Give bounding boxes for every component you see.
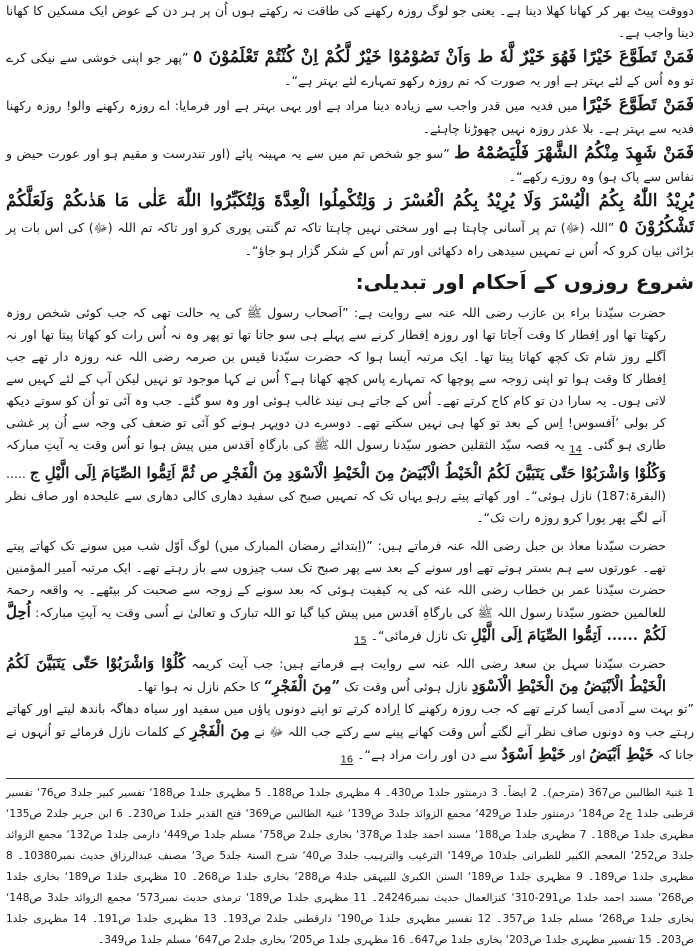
paragraph-3-mid: نازل ہوئی اُس وقت تک <box>344 679 468 694</box>
paragraph-2-text: حضرت سیّدنا معاذ بن جبل رضی اللہ عنہ فرماتے ہیں: ”(اِبتدائے رمضان المبارک میں) لوگ اَوّل شب میں سونے تک کھاتے پیتے تھے۔ عورتوں سے ہم بستر ہوتے تھے اور سونے کے بعد سے پھر صبح تک سب چیزوں سے باز رہتے تھے۔ ایک مرتبہ اَمیر المؤمنین حضرت سیّدنا عمر بن خطاب رضی اللہ عنہ کی یہ کیفیت ہوئی کہ بعد سونے کے زوجہ سے صحبت کر بیٹھے۔ یہ واقعہ رحمۃ للعالمین حضور سیّدنا رسول اللہ ﷺ کی بارگاہِ اَقدس میں پیش کیا گیا تو اللہ تبارک و تعالیٰ نے اُسی وقت یہ آیتِ مبارکہ: <box>6 537 666 620</box>
verse-4-urdu-start: ”اللہ <box>589 220 615 235</box>
verse-4-arabic: يُرِيْدُ اللّٰهُ بِكُمُ الْيُسْرَ وَلَا يُرِيْدُ بِكُمُ الْعُسْرَ ز وَلِتُكْمِلُوا الْعِدَّةَ وَلِتُكَبِّرُوا اللّٰهَ عَلٰى مَا هَدٰىكُمْ وَلَعَلَّكُمْ تَشْكُرُوْنَ ٥ <box>6 191 694 237</box>
footnotes: 1 غنیۃ الطالبین ص367 (مترجم)۔ 2 ایضاً۔ 3 درمنثور جلد1 ص430۔ 4 مظہری جلد1 ص188۔ 5 مظہری جلد1 ص188‘ تفسیر کبیر جلد3 ص76‘ تفسیر قرطبی جلد1 ج2 ص184‘ درمنثور جلد1 ص429‘ مجمع الزوائد جلد3 ص139‘ غنیۃ الطالبین ص369‘ فتح القدیر جلد1 ص230۔ 6 ابن جریر جلد2 ص135‘ مظہری جلد1 ص188۔ 7 مظہری جلد1 ص188‘ مسند احمد جلد1 ص378‘ بخاری جلد2 ص758‘ مسلم جلد1 ص449‘ دارمی جلد1 ص132‘ مجمع الزوائد جلد3 ص252‘ المعجم الکبیر للطبرانی جلد10 ص149‘ الترغیب والترہیب جلد3 ص40‘ شرح السنۃ جلد5 ص3‘ مصنف عبدالرزاق حدیث نمبر10380۔ 8 مظہری جلد1 ص189۔ 9 مظہری جلد1 ص189‘ السنن الکبریٰ للبیہقی جلد4 ص288‘ بخاری جلد1 ص268۔ 10 مظہری جلد1 ص189‘ بخاری جلد1 ص268‘ مسند احمد جلد1 ص291-310‘ کنزالعمال حدیث نمبر24246۔ 11 مظہری جلد1 ص189‘ ترمذی حدیث نمبر573‘ مجمع الزوائد جلد3 ص148‘ بخاری جلد1 ص268‘ مسلم جلد1 ص357۔ 12 تفسیر مظہری جلد1 ص190‘ دارقطنی جلد2 ص193۔ 13 مظہری جلد1 ص191۔ 14 مظہری جلد1 ص203۔ 15 تفسیر مظہری جلد1 ص203‘ بخاری جلد1 ص647۔ 16 مظہری جلد1 ص205‘ بخاری جلد2 ص647‘ مسلم جلد1 ص349۔ <box>6 786 694 946</box>
paragraph-1-text: حضرت سیّدنا براء بن عازب رضی اللہ عنہ سے روایت ہے: ”اَصحاب رسول ﷺ کی یہ حالت تھی کہ جب کوئی شخص روزہ رکھتا تھا اور اِفطار کا وقت آجاتا تھا اور روزہ اِفطار کرنے سے پہلے ہی سو جاتا تھا تو پھر وہ نہ اُس رات کو کھاتا پیتا تھا اور نہ اَگلے روز شام تک کچھ کھاتا پیتا تھا۔ ایک مرتبہ اَیسا ہوا کہ حضرت سیّدنا قیس بن صرمہ رضی اللہ عنہ روزہ دار تھے جب اِفطار کا وقت ہوا تو اپنی زوجہ سے پوچھا کہ تمہارے پاس کچھ کھانا ہے؟ اُس نے کہا موجود تو نہیں لیکن آپ کے لئے کہیں سے لاتی ہوں۔ یہ سارا دن تو کام کاج کرتے تھے۔ اُس کے جاتے ہی نیند غالب ہوئی اور وہ سو گئے۔ جب وہ آئی تو اُن کو سوتے دیکھ کر بولی ’اَفسوس! اِس کے بعد تو کھا ہی نہیں سکتے تھے۔ دوسرے دن دوپہر ہونے کو آئی تو ضعف کی وجہ سے اُن پر غشی طاری ہو گئی۔ <box>6 305 666 452</box>
intro-line: دووقت پیٹ بھر کر کھانا کھلا دینا ہے۔ یعنی جو لوگ روزہ رکھنے کی طاقت نہ رکھتے ہوں اُن پر ہر دن کے عوض ایک مسکین کا کھانا دینا واجب ہے۔ <box>6 3 694 40</box>
verse-2-urdu: میں فدیہ میں قدر واجب سے زیادہ دینا مراد ہے اور یہی بہتر ہے اور فرمایا: اے روزہ رکھنے والو! روزہ رکھنا فدیہ سے بہتر ہے۔ بلا عذر <box>6 98 694 136</box>
paragraph-4-arabic-3: خَيْطِ اَسْوَدُ <box>501 745 566 763</box>
footnote-ref-14[interactable]: 14 <box>569 444 582 456</box>
verse-1-block <box>6 44 694 92</box>
paragraph-2-arabic: اُحِلَّ لَكُمْ ...... اَتِمُّوا الصِّيَامَ اِلَى الَّيْلِ <box>6 602 666 644</box>
paragraph-3-start: حضرت سیّدنا سہل بن سعد رضی اللہ عنہ سے روایت ہے فرماتے ہیں: جب آیت کریمہ <box>191 656 666 671</box>
verse-2-arabic: فَمَنْ تَطَوَّعَ خَيْرًا <box>582 95 694 115</box>
paragraph-3-arabic: كُلُوْا وَاشْرَبُوْا حَتّٰى يَتَبَيَّنَ لَكُمُ الْخَيْطُ الْاَبْيَضُ مِنَ الْخَيْطِ الْاَسْوَدِ <box>6 654 666 695</box>
footnote-ref-16[interactable]: 16 <box>340 754 354 766</box>
verse-4-urdu-line3: کے شکر گزار ہو جاؤ“۔ <box>244 243 366 258</box>
paragraph-3-end: کا حکم نازل نہ ہوا تھا۔ <box>136 679 260 694</box>
verse-1-urdu: ”پھر جو اپنی خوشی سے نیکی کرے تو وہ اُس کے لئے بہتر ہے <box>6 50 694 88</box>
section-heading: شروع روزوں کے اَحکام اور تبدیلی: <box>355 270 694 294</box>
paragraph-1 <box>6 302 694 529</box>
paragraph-4-and: اور <box>569 747 586 762</box>
paragraph-4-end: سے دن اور رات مراد ہے“۔ <box>357 747 498 762</box>
verse-3-urdu-cont: رکھے“۔ <box>508 169 548 184</box>
paragraph-1-cont: یہ قصہ سیّد الثقلین حضور سیّدنا رسول اللہ ﷺ کی بارگاہِ اَقدس میں پیش ہوا تو اُس وقت یہ آیتِ مبارکہ <box>6 437 565 452</box>
paragraph-2 <box>6 535 694 653</box>
paragraph-4 <box>6 698 694 772</box>
footnote-divider <box>6 778 694 779</box>
footnote-ref-15[interactable]: 15 <box>353 635 367 646</box>
verse-2-block <box>6 92 694 140</box>
paragraph-2-end: تک نازل فرمائی“۔ <box>370 627 467 643</box>
paragraph-4-mid: کے کلمات نازل فرمائے تو اُنہوں نے جانا کہ <box>6 724 694 762</box>
verse-3-urdu: ”سو جو شخص تم میں سے یہ مہینہ پائے (اور تندرست و مقیم ہو اور عورت حیض و نفاس سے پاک ہو) وہ روزے <box>6 146 694 184</box>
verse-1-arabic: فَمَنْ تَطَوَّعَ خَيْرًا فَهُوَ خَيْرٌ لَّهٗ ط وَاَنْ تَصُوْمُوْا خَيْرٌ لَّكُمْ اِنْ كُنْتُمْ تَعْلَمُوْنَ ٥ <box>193 47 694 67</box>
verse-1-urdu-cont: اور یہ صورت کہ تم روزہ رکھو تمہارے لئے بہتر ہے“۔ <box>284 73 560 88</box>
verse-5-urdu: .....(البقرۃ:187) نازل ہوئی“۔ اور کھاتے پیتے رہو یہاں تک کہ تمہیں صبح کی سفید دھاری کالی دھاری سے علیحدہ اور صاف نظر آنے لگے پھر پورا کرو روزہ رات تک“۔ <box>6 465 666 525</box>
verse-2-urdu-cont: روزہ نہیں چھوڑنا چاہئے۔ <box>422 121 555 136</box>
paragraph-4-arabic-2: خَيْطِ اَبْيَضُ <box>589 745 654 763</box>
verse-4-urdu-line2: (ﷻ) تم پر آسانی چاہتا ہے اور سختی نہیں چاہتا تاکہ تم گنتی پوری کرو اور تاکہ تم اللہ (ﷻ) کی اس بات پر بڑائی بیان کرو کہ اُس نے تمہیں سیدھی راہ دکھائی اور تم اُس <box>6 220 694 258</box>
verse-3-arabic: فَمَنْ شَهِدَ مِنْكُمُ الشَّهْرَ فَلْيَصُمْهُ ط <box>454 143 694 163</box>
verse-5-arabic: وَكُلُوْا وَاشْرَبُوْا حَتّٰى يَتَبَيَّنَ لَكُمُ الْخَيْطُ الْاَبْيَضُ مِنَ الْخَيْطِ الْاَسْوَدِ مِنَ الْفَجْرِ ص ثُمَّ اَتِمُّوا الصِّيَامَ اِلَى الَّيْلِ ج <box>29 463 667 482</box>
verse-4-block <box>6 188 694 262</box>
paragraph-3-arabic-2: ”مِنَ الْفَجْرِ“ <box>263 677 341 695</box>
verse-3-block <box>6 140 694 188</box>
paragraph-4-arabic: مِنَ الْفَجْرِ <box>190 722 250 740</box>
paragraph-3 <box>6 652 694 698</box>
paragraph-4-start: ”تو بہت سے آدمی اَیسا کرتے تھے کہ جب روزہ رکھنے کا اِرادہ کرتے تو اپنے دونوں پاؤں میں سفید اور سیاہ دھاگہ باندھ لیتے اور کھاتے رہتے جب وہ دونوں صاف نظر آنے لگتے اُس وقت کھانے پینے سے رکتے جب اللہ ﷻ نے <box>6 701 694 739</box>
